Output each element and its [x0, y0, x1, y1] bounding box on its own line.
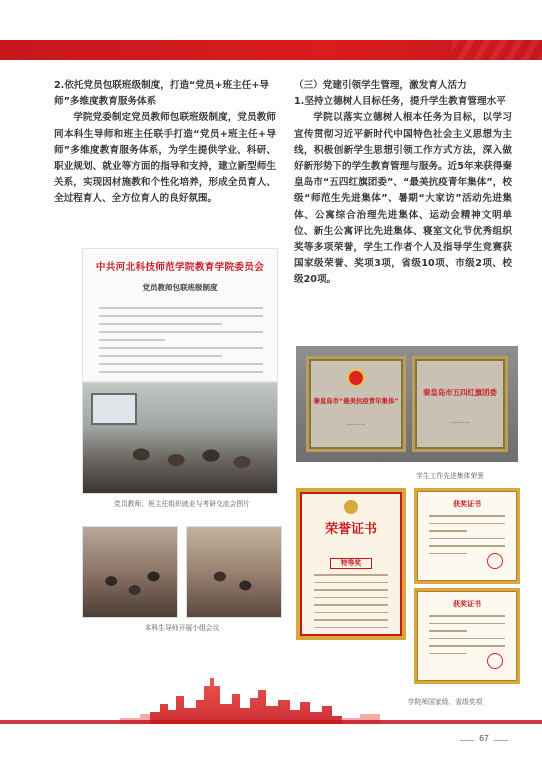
honor-certificate — [296, 488, 406, 640]
right-section-heading: （三）党建引领学生管理，激发育人活力 — [294, 80, 467, 91]
plaques-caption: 学生工作先进集体荣誉 — [416, 472, 484, 480]
meeting-photo-caption: 党员教师、班主任组织就业与考研交流会图片 — [114, 500, 250, 508]
document-header: 中共河北科技师范学院教育学院委员会 — [95, 262, 265, 273]
plaque-red-flag: 秦皇岛市五四红旗团委 ———— — [412, 356, 508, 452]
right-column — [294, 78, 512, 289]
top-red-band — [0, 40, 542, 60]
certificate-emblem-icon — [344, 500, 358, 514]
stamp-icon — [487, 653, 503, 669]
certificate-title: 荣誉证书 — [324, 522, 377, 537]
document-subtitle: 党员教师包联班级制度 — [142, 283, 218, 292]
left-column — [54, 78, 276, 208]
policy-document-image — [82, 248, 278, 382]
certificates-caption: 学院师国家级、省级奖项 — [407, 698, 483, 706]
footer-rule-right — [494, 740, 508, 741]
footer-rule-left — [460, 740, 474, 741]
left-paragraph: 学院党委制定党员教师包联班级制度，党员教师同本科生导师和班主任联手打造“党员+班主任+导师”多维度教育服务体系，为学生提供学业、科研、职业规划、就业等方面的指导和支持，建立新型师生关系，实现因材施教和个性化培养，形成全员育人、全过程育人、全方位育人的良好氛围。 — [54, 112, 276, 205]
group-meeting-photo-1 — [82, 526, 178, 618]
page-number: 67 — [479, 733, 489, 743]
award-certificate-1: 获奖证书 — [414, 488, 520, 584]
certificates-photo — [296, 488, 520, 688]
right-subheading: 1.坚持立德树人目标任务，提升学生教育管理水平 — [294, 96, 506, 108]
honor-plaques-photo — [296, 346, 518, 462]
document-body-lines — [99, 307, 263, 379]
stamp-icon — [487, 553, 503, 569]
right-paragraph: 学院以落实立德树人根本任务为目标，以学习宣传贯彻习近平新时代中国特色社会主义思想为主线，积极创新学生思想引领工作方式方法，深入做好新形势下的学生教育管理与服务。近5年来获得秦皇岛市“五四红旗团委”、“最美抗疫青年集体”，校级“师范生先进集体”、暑期“大家访”活动先进集体、公寓综合治理先进集体、运动会精神文明单位、新生公寓评比先进集体、寝室文化节优秀组织奖等多项荣誉，学生工作者个人及指导学生竞赛获国家级荣誉、奖项3项，省级10项、市级2项、校级20项。 — [294, 112, 512, 286]
group-meeting-photo-2 — [186, 526, 282, 618]
plaque-youth-collective: 秦皇岛市“最美抗疫青年集体” ———— — [306, 356, 406, 452]
certificate-prize: 特等奖 — [330, 558, 372, 569]
meeting-photo — [82, 382, 278, 494]
group-meeting-caption: 本科生导师开展小组会议 — [144, 624, 220, 632]
city-skyline-decoration — [0, 674, 542, 724]
emblem-icon — [347, 369, 365, 387]
award-certificate-2: 获奖证书 — [414, 588, 520, 684]
left-section-heading: 2.依托党员包联班级制度，打造“党员+班主任+导师”多维度教育服务体系 — [54, 80, 269, 108]
